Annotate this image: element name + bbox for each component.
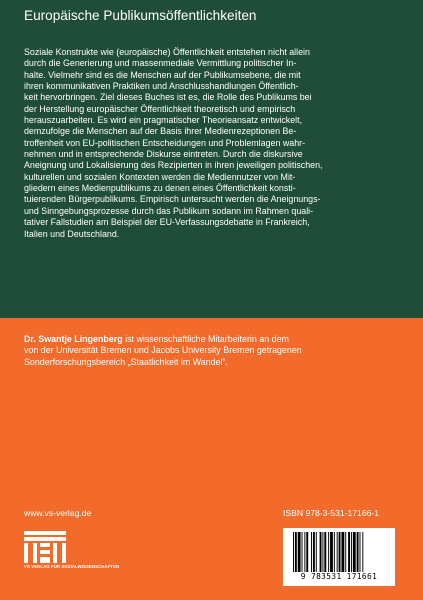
book-title: Europäische Publikumsöffentlichkeiten (24, 8, 257, 23)
blurb-line: Italien und Deutschland. (24, 228, 120, 239)
blurb-line: nehmen und in entsprechende Diskurse eintreten. Durch die diskursive (24, 149, 303, 160)
blurb-line: tuierenden Bürgerpublikums. Empirisch untersucht werden die Aneignungs- (24, 194, 321, 205)
blurb-line: ihren kommunikativen Praktiken und Anschlusshandlungen Öffentlich- (24, 81, 299, 92)
blurb-line: halte. Vielmehr sind es die Menschen auf der Publikumsebene, die mit (24, 69, 301, 80)
author-bio-line: Sonderforschungsbereich „Staatlichkeit im Wandel“. (24, 356, 228, 367)
barcode (283, 528, 395, 586)
blurb-line: durch die Generierung und massenmediale Vermittlung politischer In- (24, 58, 297, 69)
barcode-digits: 9 783531 171661 (300, 572, 378, 581)
author-bio-line: von der Universität Bremen und Jacobs University Bremen getragenen (24, 345, 302, 356)
publisher-logo-text: VS VERLAG FÜR SOZIALWISSENSCHAFTEN (24, 564, 120, 569)
blurb-line: tativer Fallstudien am Beispiel der EU-Verfassungsdebatte in Frankreich, (24, 217, 310, 228)
blurb-line: keit hervorbringen. Ziel dieses Buches ist es, die Rolle des Publikums bei (24, 92, 312, 103)
blurb-line: Aneignung und Lokalisierung des Rezipierten in ihren jeweiligen politischen, (24, 160, 323, 171)
blurb-line: demzufolge die Menschen auf der Basis ihrer Medienrezeptionen Be- (24, 126, 297, 137)
barcode-icon (293, 532, 389, 572)
publisher-logo (24, 531, 144, 571)
author-bio-rest: ist wissenschaftliche Mitarbeiterin an dem (122, 334, 289, 344)
author-bio-line (24, 334, 396, 345)
blurb-line: und Sinngebungsprozesse durch das Publikum sodann im Rahmen quali- (24, 205, 314, 216)
publisher-website: www.vs-verlag.de (24, 508, 92, 518)
book-blurb (24, 47, 396, 240)
blurb-line: troffenheit von EU-politischen Entscheidungen und Problemlagen wahr- (24, 137, 306, 148)
blurb-line: kulturellen und sozialen Kontexten werden die Mediennutzer von Mit- (24, 171, 296, 182)
author-bio (24, 334, 396, 368)
blurb-line: Soziale Konstrukte wie (europäische) Öffentlichkeit entstehen nicht allein (24, 47, 310, 57)
blurb-line: herauszuarbeiten. Es wird ein pragmatischer Theorieansatz entwickelt, (24, 115, 303, 126)
blurb-line: gliedern eines Medienpublikums zu denen eines Öffentlichkeit konsti- (24, 183, 296, 194)
info-panel (0, 318, 423, 600)
blurb-line: der Herstellung europäischer Öffentlichkeit theoretisch und empirisch (24, 103, 296, 114)
isbn-number: ISBN 978-3-531-17166-1 (283, 508, 380, 518)
vs-logo-icon (24, 531, 66, 563)
author-name: Dr. Swantje Lingenberg (24, 334, 123, 344)
